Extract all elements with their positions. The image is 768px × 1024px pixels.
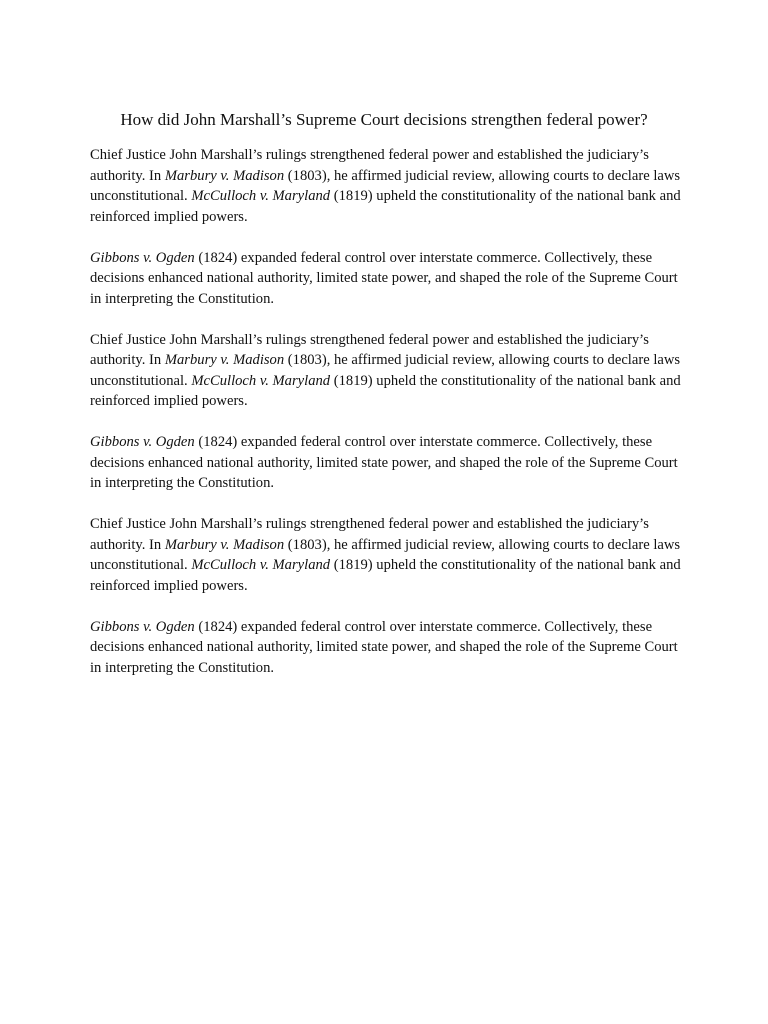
- paragraph-text: (1803), he affirmed judicial review, allowing courts to declare laws unconstitutional.: [90, 352, 681, 389]
- case-name-marbury: Marbury v. Madison: [164, 352, 285, 368]
- paragraph-text: (1803), he affirmed judicial review, allowing courts to declare laws unconstitutional.: [90, 536, 681, 573]
- paragraph-text: (1824) expanded federal control over interstate commerce. Collectively, these decisions enhanced national authority, limited state power, and shaped the role of the Supreme Court in interpreting the Constitution.: [90, 618, 678, 676]
- paragraph-gibbons: [90, 248, 690, 310]
- paragraph-gibbons: [90, 432, 690, 494]
- paragraph-marshall-rulings: [90, 330, 690, 412]
- case-name-marbury: Marbury v. Madison: [164, 536, 285, 553]
- case-name-mcculloch: McCulloch v. Maryland: [191, 557, 331, 573]
- paragraph-text: Chief Justice John Marshall’s rulings strengthened federal power and established the judiciary’s authority. In: [90, 147, 649, 184]
- paragraph-text: Chief Justice John Marshall’s rulings strengthened federal power and established the judiciary’s authority. In: [90, 331, 649, 368]
- case-name-mcculloch: McCulloch v. Maryland: [191, 188, 331, 204]
- paragraph-text: (1803), he affirmed judicial review, allowing courts to declare laws unconstitutional.: [90, 167, 681, 204]
- case-name-gibbons: Gibbons v. Ogden: [90, 618, 195, 635]
- case-name-mcculloch: McCulloch v. Maryland: [191, 372, 331, 389]
- case-name-gibbons: Gibbons v. Ogden: [90, 249, 195, 266]
- page-title: How did John Marshall’s Supreme Court decisions strengthen federal power?: [120, 110, 648, 129]
- paragraph-gibbons: [90, 617, 690, 679]
- paragraph-text: (1819) upheld the constitutionality of the national bank and reinforced implied powers.: [90, 557, 681, 594]
- paragraph-text: (1819) upheld the constitutionality of the national bank and reinforced implied powers.: [90, 372, 681, 409]
- paragraph-text: (1824) expanded federal control over interstate commerce. Collectively, these decisions enhanced national authority, limited state power, and shaped the role of the Supreme Court in interpreting the Constitution.: [90, 249, 678, 307]
- paragraph-marshall-rulings: [90, 514, 690, 596]
- case-name-gibbons: Gibbons v. Ogden: [90, 434, 195, 450]
- paragraph-text: Chief Justice John Marshall’s rulings strengthened federal power and established the judiciary’s authority. In: [90, 516, 649, 553]
- paragraph-text: (1819) upheld the constitutionality of the national bank and reinforced implied powers.: [90, 188, 681, 225]
- paragraph-marshall-rulings: [90, 145, 690, 227]
- document-body: [90, 145, 690, 699]
- paragraph-text: (1824) expanded federal control over interstate commerce. Collectively, these decisions enhanced national authority, limited state power, and shaped the role of the Supreme Court in interpreting the Constitution.: [90, 434, 678, 491]
- case-name-marbury: Marbury v. Madison: [164, 167, 285, 184]
